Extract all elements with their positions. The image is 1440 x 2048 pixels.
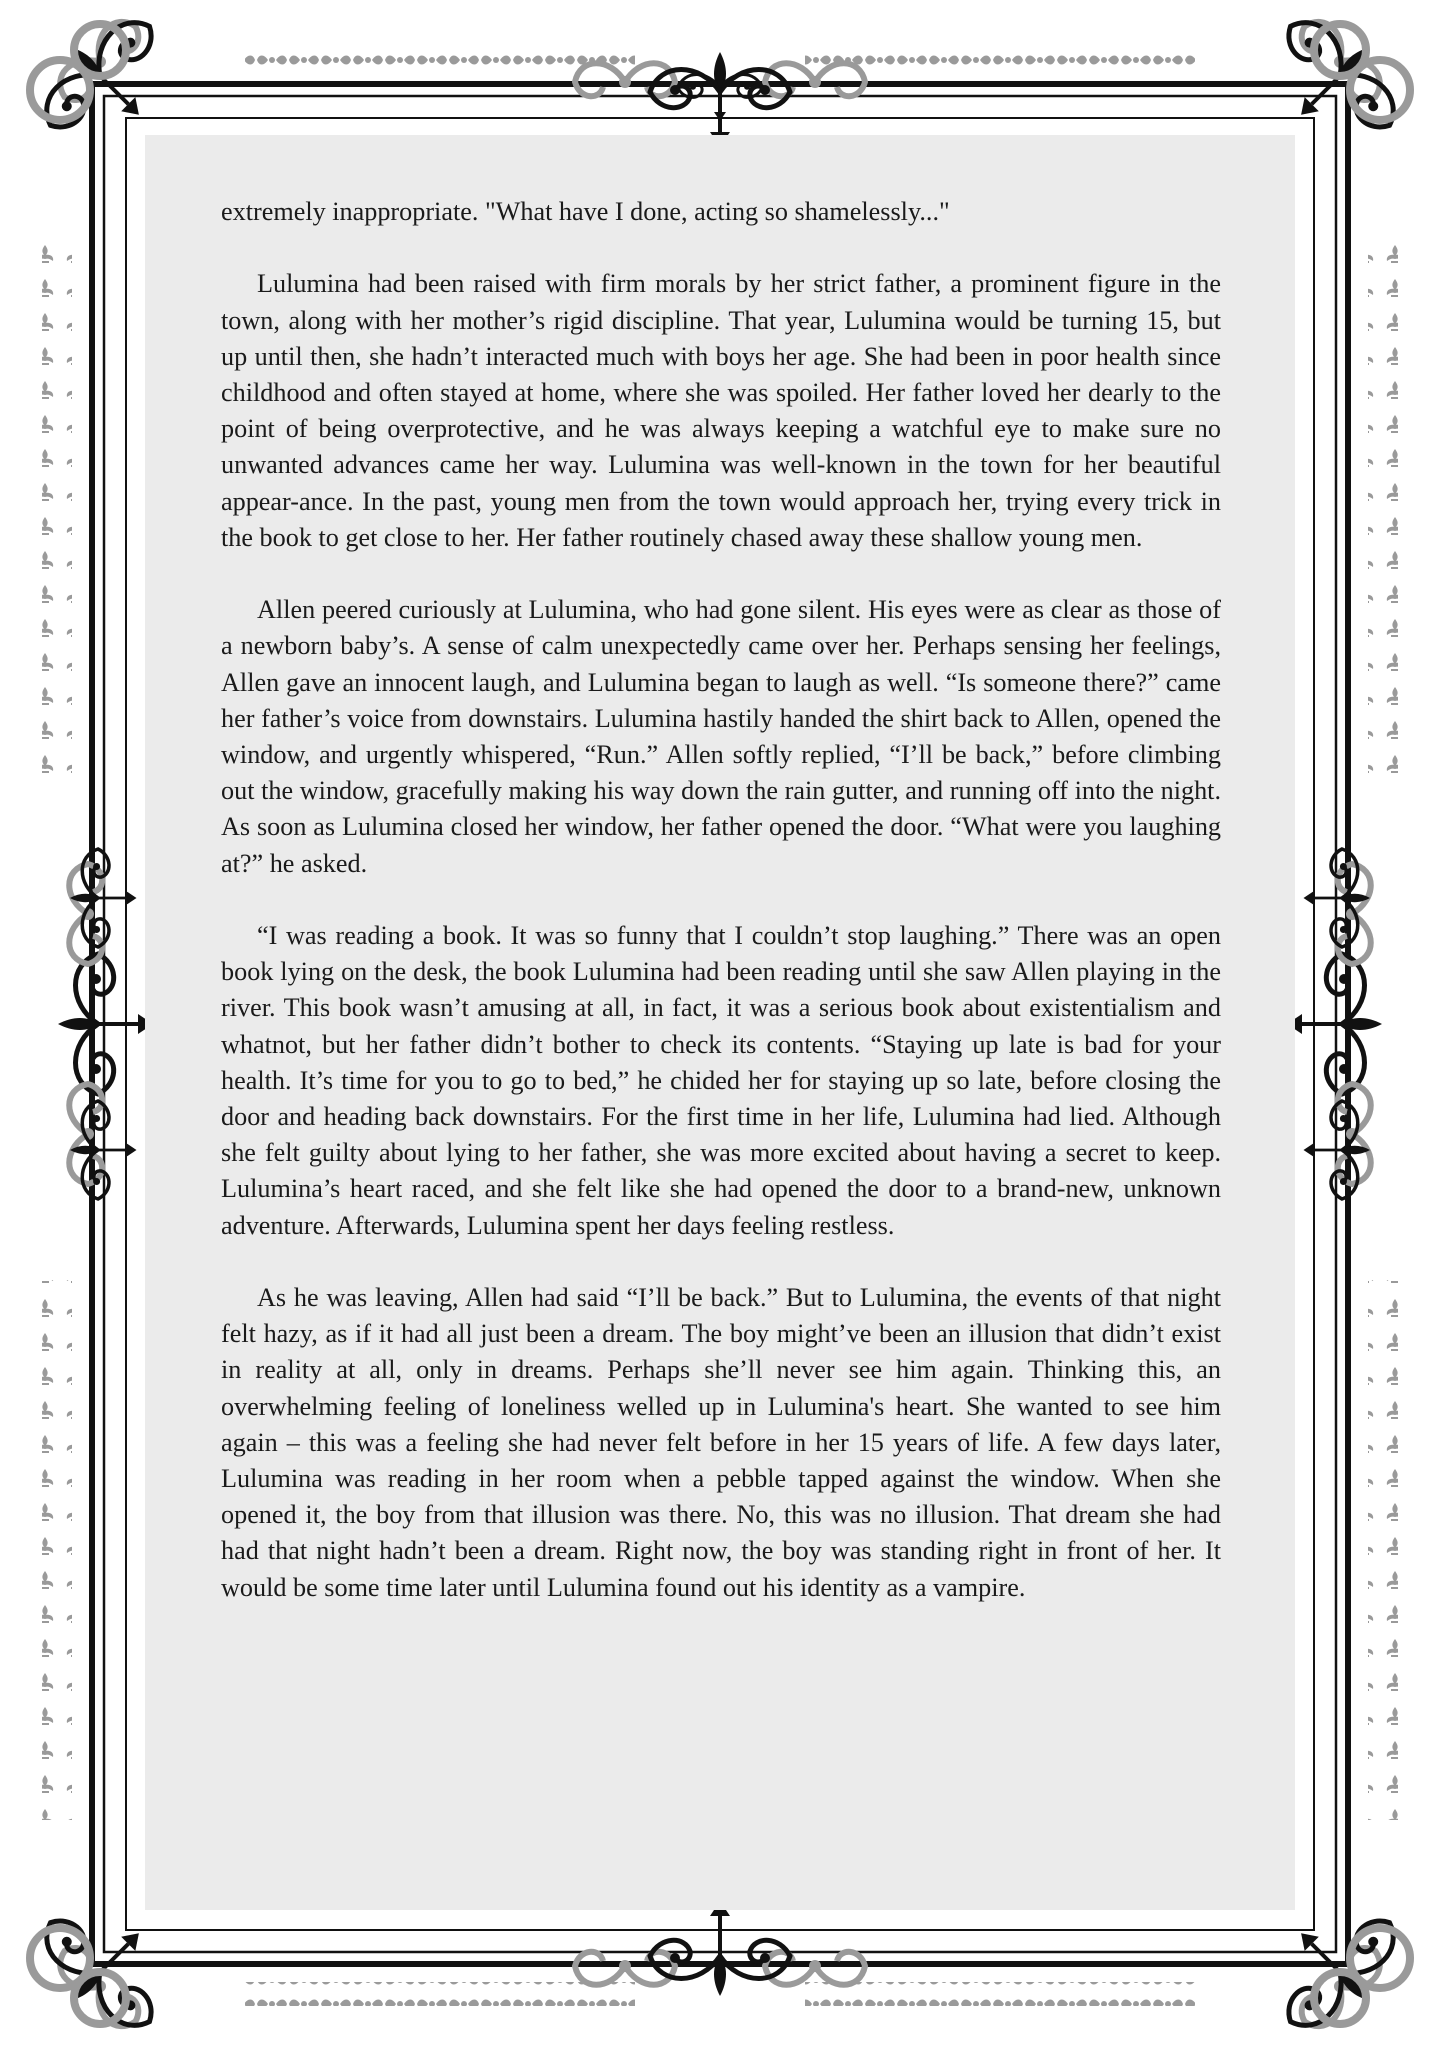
paragraph-3: Allen peered curiously at Lulumina, who had gone silent. His eyes were as clear as those of a newborn baby’s. A sense of calm unexpectedly came over her. Perhaps sensing her feelings, Allen gave an innocent laugh, and Lulumina began to laugh as well. “Is someone there?” came her father’s voice from downstairs. Lulumina hastily handed the shirt back to Allen, opened the window, and urgently whispered, “Run.” Allen softly replied, “I’ll be back,” before climbing out the window, gracefully making his way down the rain gutter, and running off into the night. As soon as Lulumina closed her window, her father opened the door. “What were you laughing at?” he asked. [221, 595, 1221, 878]
paragraph-2: Lulumina had been raised with firm morals by her strict father, a prominent figure in the town, along with her mother’s rigid discipline. That year, Lulumina would be turning 15, but up until then, she hadn’t interacted much with boys her age. She had been in poor health since childhood and often stayed at home, where she was spoiled. Her father loved her dearly to the point of being overprotective, and he was always keeping a watchful eye to make sure no unwanted advances came her way. Lulumina was well-known in the town for her beautiful appear-ance. In the past, young men from the town would approach her, trying every trick in the book to get close to her. Her father routinely chased away these shallow young men. [221, 269, 1221, 552]
story-text [221, 194, 1221, 1642]
paragraph-4: “I was reading a book. It was so funny that I couldn’t stop laughing.” There was an open book lying on the desk, the book Lulumina had been reading until she saw Allen playing in the river. This book wasn’t amusing at all, in fact, it was a serious book about existentialism and whatnot, but her father didn’t bother to check its contents. “Staying up late is bad for your health. It’s time for you to go to bed,” he chided her for staying up so late, before closing the door and heading back downstairs. For the first time in her life, Lulumina had lied. Although she felt guilty about lying to her father, she was more excited about having a secret to keep. Lulumina’s heart raced, and she felt like she had opened the door to a brand-new, unknown adventure. Afterwards, Lulumina spent her days feeling restless. [221, 921, 1221, 1240]
paragraph-5: As he was leaving, Allen had said “I’ll be back.” But to Lulumina, the events of that night felt hazy, as if it had all just been a dream. The boy might’ve been an illusion that didn’t exist in reality at all, only in dreams. Perhaps she’ll never see him again. Thinking this, an overwhelming feeling of loneliness welled up in Lulumina's heart. She wanted to see him again – this was a feeling she had never felt before in her 15 years of life. A few days later, Lulumina was reading in her room when a pebble tapped against the window. When she opened it, the boy from that illusion was there. No, this was no illusion. That dream she had had that night hadn’t been a dream. Right now, the boy was standing right in front of her. It would be some time later until Lulumina found out his identity as a vampire. [221, 1283, 1221, 1602]
paragraph-1: extremely inappropriate. "What have I done, acting so shamelessly..." [221, 197, 950, 226]
